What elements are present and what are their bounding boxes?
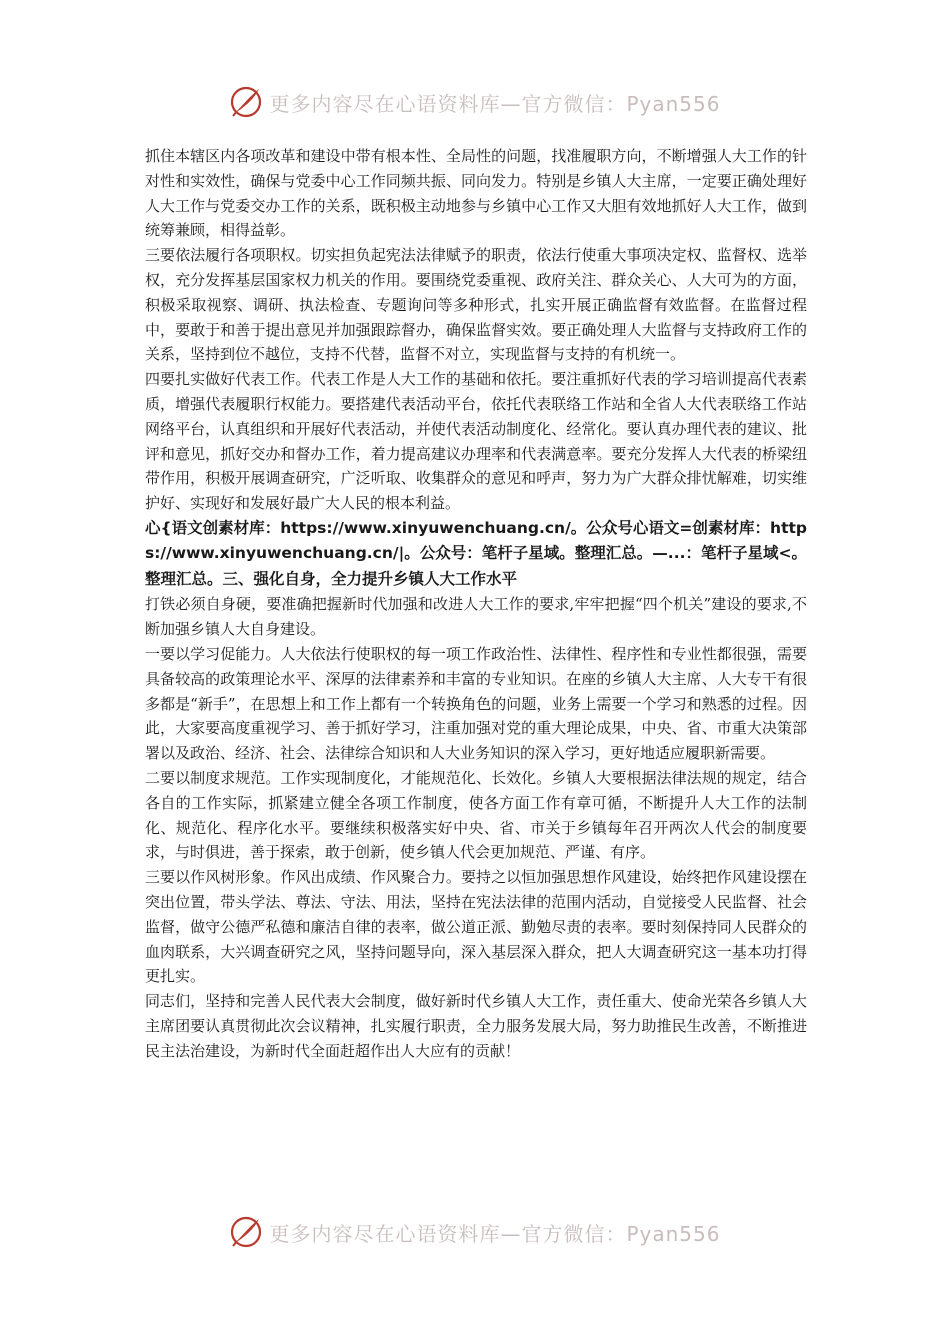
watermark-text: 更多内容尽在心语资料库—官方微信：Pyan556: [269, 1221, 721, 1246]
paragraph: 三要依法履行各项职权。切实担负起宪法法律赋予的职责，依法行使重大事项决定权、监督权、选举权，充分发挥基层国家权力机关的作用。要围绕党委重视、政府关注、群众关心、人大可为的方面，积极采取视察、调研、执法检查、专题询问等多种形式，扎实开展正确监督有效监督。在监督过程中，要敢于和善于提出意见并加强跟踪督办，确保监督实效。要正确处理人大监督与支持政府工作的关系，坚持到位不越位，支持不代替，监督不对立，实现监督与支持的有机统一。: [145, 246, 807, 364]
section-heading-paragraph: 心{语文创素材库：https://www.xinyuwenchuang.cn/。公众号心语文=创素材库：https://www.xinyuwenchuang.cn/|。公众号：笔杆子星域。整理汇总。—...：笔杆子星域<。整理汇总。三、强化自身，全力提升乡镇人大工作水平: [145, 518, 807, 588]
paragraph: 抓住本辖区内各项改革和建设中带有根本性、全局性的问题，找准履职方向，不断增强人大工作的针对性和实效性，确保与党委中心工作同频共振、同向发力。特别是乡镇人大主席，一定要正确处理好人大工作与党委交办工作的关系，既积极主动地参与乡镇中心工作又大胆有效地抓好人大工作，做到统筹兼顾，相得益彰。: [145, 147, 807, 240]
paragraph: 同志们，坚持和完善人民代表大会制度，做好新时代乡镇人大工作，责任重大、使命光荣各乡镇人大主席团要认真贯彻此次会议精神，扎实履行职责，全力服务发展大局，努力助推民生改善，不断推进民主法治建设，为新时代全面赶超作出人大应有的贡献！: [145, 992, 807, 1060]
quill-logo-icon: [229, 85, 263, 119]
paragraph: 四要扎实做好代表工作。代表工作是人大工作的基础和依托。要注重抓好代表的学习培训提高代表素质，增强代表履职行权能力。要搭建代表活动平台，依托代表联络工作站和全省人大代表联络工作站网络平台，认真组织和开展好代表活动，并使代表活动制度化、经常化。要认真办理代表的建议、批评和意见，抓好交办和督办工作，着力提高建议办理率和代表满意率。要充分发挥人大代表的桥梁纽带作用，积极开展调查研究，广泛听取、收集群众的意见和呼声，努力为广大群众排忧解难，切实维护好、实现好和发展好最广大人民的根本利益。: [145, 370, 807, 513]
paragraph: 二要以制度求规范。工作实现制度化，才能规范化、长效化。乡镇人大要根据法律法规的规定，结合各自的工作实际，抓紧建立健全各项工作制度，使各方面工作有章可循，不断提升人大工作的法制化、规范化、程序化水平。要继续积极落实好中央、省、市关于乡镇每年召开两次人代会的制度要求，与时俱进，善于探索，敢于创新，使乡镇人代会更加规范、严谨、有序。: [145, 769, 807, 862]
quill-logo-icon: [229, 1215, 263, 1249]
watermark-text: 更多内容尽在心语资料库—官方微信：Pyan556: [269, 91, 721, 116]
document-body: [145, 144, 807, 1064]
paragraph: 打铁必须自身硬，要准确把握新时代加强和改进人大工作的要求,牢牢把握“四个机关”建设的要求,不断加强乡镇人大自身建设。: [145, 595, 807, 639]
paragraph: 三要以作风树形象。作风出成绩、作风聚合力。要持之以恒加强思想作风建设，始终把作风建设摆在突出位置，带头学法、尊法、守法、用法，坚持在宪法法律的范围内活动，自觉接受人民监督、社会监督，做守公德严私德和廉洁自律的表率，做公道正派、勤勉尽责的表率。要时刻保持同人民群众的血肉联系，大兴调查研究之风，坚持问题导向，深入基层深入群众，把人大调查研究这一基本功打得更扎实。: [145, 868, 807, 986]
paragraph: 一要以学习促能力。人大依法行使职权的每一项工作政治性、法律性、程序性和专业性都很强，需要具备较高的政策理论水平、深厚的法律素养和丰富的专业知识。在座的乡镇人大主席、人大专干有很多都是“新手”，在思想上和工作上都有一个转换角色的问题，业务上需要一个学习和熟悉的过程。因此，大家要高度重视学习、善于抓好学习，注重加强对党的重大理论成果，中央、省、市重大决策部署以及政治、经济、社会、法律综合知识和人大业务知识的深入学习，更好地适应履职新需要。: [145, 645, 807, 763]
header-watermark: [0, 80, 950, 124]
footer-watermark: [0, 1210, 950, 1254]
